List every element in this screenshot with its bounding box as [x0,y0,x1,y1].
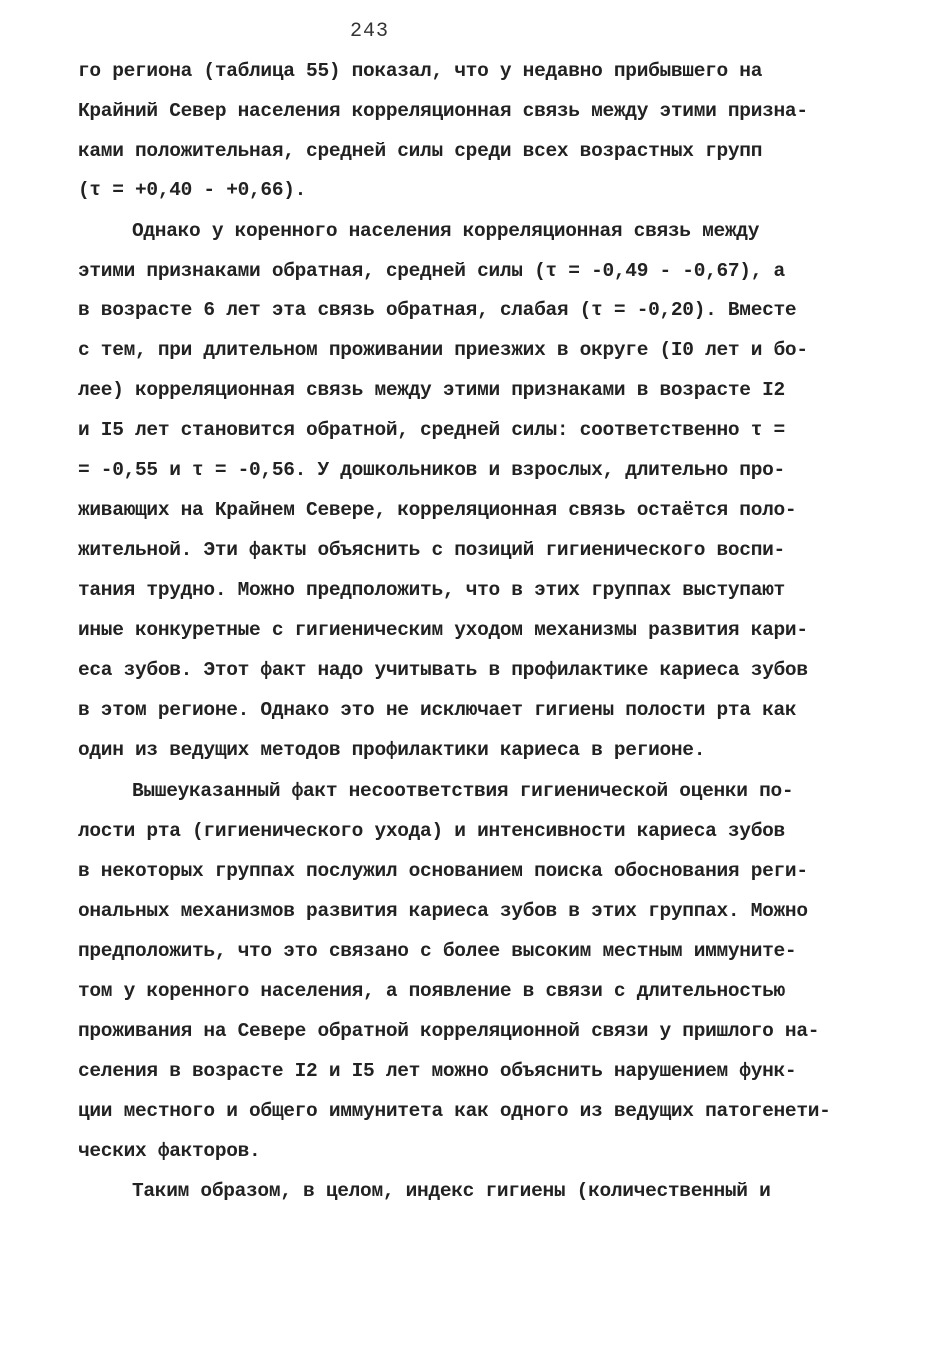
text-line: жительной. Эти факты объяснить с позиций гигиенического воспи- [78,539,785,561]
text-line: один из ведущих методов профилактики кариеса в регионе. [78,739,706,761]
text-line: Крайний Север населения корреляционная связь между этими призна- [78,100,808,122]
text-line: го региона (таблица 55) показал, что у недавно прибывшего на [78,60,763,82]
text-line: том у коренного населения, а появление в связи с длительностью [78,980,785,1002]
text-line: иные конкуретные с гигиеническим уходом механизмы развития кари- [78,619,808,641]
text-line: и I5 лет становится обратной, средней силы: соответственно τ = [78,419,785,441]
text-line: = -0,55 и τ = -0,56. У дошкольников и взрослых, длительно про- [78,459,785,481]
paragraph-start-line: Однако у коренного населения корреляционная связь между [132,220,760,242]
text-line: с тем, при длительном проживании приезжих в округе (I0 лет и бо- [78,339,808,361]
text-line: в некоторых группах послужил основанием поиска обоснования реги- [78,860,808,882]
paragraph-start-line: Вышеуказанный факт несоответствия гигиенической оценки по- [132,780,794,802]
text-line: живающих на Крайнем Севере, корреляционная связь остаётся поло- [78,499,797,521]
text-line: ками положительная, средней силы среди всех возрастных групп [78,140,763,162]
text-line: в возрасте 6 лет эта связь обратная, слабая (τ = -0,20). Вместе [78,299,797,321]
paragraph-start-line: Таким образом, в целом, индекс гигиены (количественный и [132,1180,771,1202]
text-line: ции местного и общего иммунитета как одного из ведущих патогенети- [78,1100,831,1122]
text-line: ональных механизмов развития кариеса зубов в этих группах. Можно [78,900,808,922]
text-line: в этом регионе. Однако это не исключает гигиены полости рта как [78,699,797,721]
text-line: лее) корреляционная связь между этими признаками в возрасте I2 [78,379,785,401]
text-line: этими признаками обратная, средней силы (τ = -0,49 - -0,67), а [78,260,785,282]
text-line: еса зубов. Этот факт надо учитывать в профилактике кариеса зубов [78,659,808,681]
text-line: ческих факторов. [78,1140,261,1162]
page-number: 243 [350,20,390,43]
text-line: селения в возрасте I2 и I5 лет можно объяснить нарушением функ- [78,1060,797,1082]
text-line: тания трудно. Можно предположить, что в этих группах выступают [78,579,785,601]
text-line: (τ = +0,40 - +0,66). [78,179,307,201]
text-line: предположить, что это связано с более высоким местным иммуните- [78,940,797,962]
text-line: проживания на Севере обратной корреляционной связи у пришлого на- [78,1020,820,1042]
text-line: лости рта (гигиенического ухода) и интенсивности кариеса зубов [78,820,785,842]
